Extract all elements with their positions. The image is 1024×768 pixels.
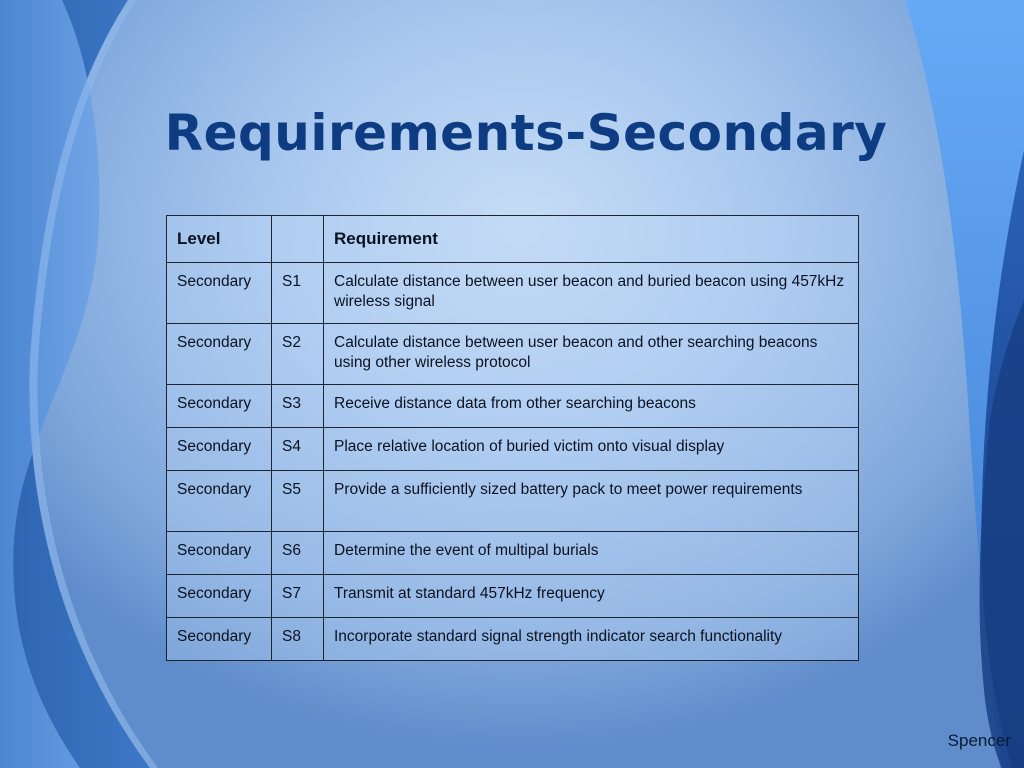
cell-requirement: Transmit at standard 457kHz frequency	[324, 575, 859, 618]
cell-level: Secondary	[167, 263, 272, 324]
table-header-row	[167, 216, 859, 263]
table-row	[167, 428, 859, 471]
cell-level: Secondary	[167, 532, 272, 575]
cell-requirement: Place relative location of buried victim onto visual display	[324, 428, 859, 471]
cell-id: S6	[272, 532, 324, 575]
cell-id: S1	[272, 263, 324, 324]
cell-level: Secondary	[167, 428, 272, 471]
header-level: Level	[167, 216, 272, 263]
cell-level: Secondary	[167, 324, 272, 385]
cell-requirement: Determine the event of multipal burials	[324, 532, 859, 575]
cell-requirement: Incorporate standard signal strength indicator search functionality	[324, 618, 859, 661]
table-row	[167, 263, 859, 324]
cell-level: Secondary	[167, 618, 272, 661]
cell-id: S4	[272, 428, 324, 471]
table-row	[167, 471, 859, 532]
table-row	[167, 575, 859, 618]
table-row	[167, 618, 859, 661]
header-id	[272, 216, 324, 263]
cell-requirement: Calculate distance between user beacon and other searching beacons using other wireless protocol	[324, 324, 859, 385]
cell-level: Secondary	[167, 385, 272, 428]
header-requirement: Requirement	[324, 216, 859, 263]
cell-requirement: Provide a sufficiently sized battery pack to meet power requirements	[324, 471, 859, 532]
cell-requirement: Receive distance data from other searching beacons	[324, 385, 859, 428]
table-row	[167, 385, 859, 428]
cell-level: Secondary	[167, 575, 272, 618]
cell-requirement: Calculate distance between user beacon and buried beacon using 457kHz wireless signal	[324, 263, 859, 324]
footer-author: Spencer	[947, 731, 1011, 750]
cell-id: S5	[272, 471, 324, 532]
table-row	[167, 324, 859, 385]
requirements-table	[166, 215, 859, 661]
slide-title: Requirements-Secondary	[164, 104, 888, 162]
cell-id: S2	[272, 324, 324, 385]
cell-level: Secondary	[167, 471, 272, 532]
table-row	[167, 532, 859, 575]
cell-id: S8	[272, 618, 324, 661]
cell-id: S7	[272, 575, 324, 618]
cell-id: S3	[272, 385, 324, 428]
